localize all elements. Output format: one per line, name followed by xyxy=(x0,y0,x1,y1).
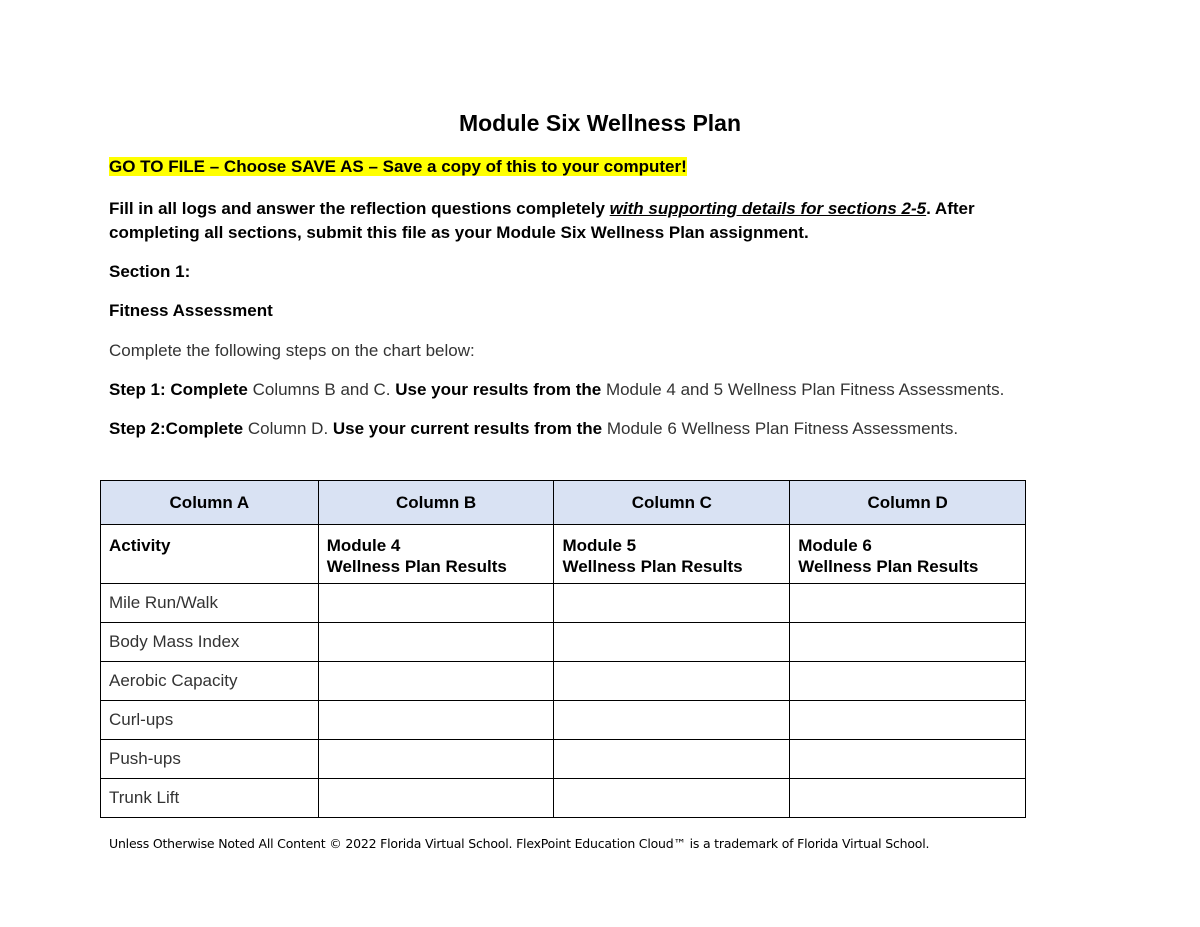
module-4-result-cell[interactable] xyxy=(318,623,554,662)
step-2 xyxy=(109,417,1109,441)
step-2-bold: Use your current results from the xyxy=(332,419,603,438)
module-4-result-cell[interactable] xyxy=(318,701,554,740)
step-1 xyxy=(109,378,1109,402)
subsection-label: Fitness Assessment xyxy=(109,301,273,320)
fitness-assessment-table xyxy=(100,480,1026,818)
module-6-result-cell[interactable] xyxy=(790,662,1026,701)
subheader-module-5 xyxy=(554,525,790,584)
subheader-module-6 xyxy=(790,525,1026,584)
module-6-result-cell[interactable] xyxy=(790,584,1026,623)
activity-cell: Aerobic Capacity xyxy=(101,662,319,701)
table-row xyxy=(101,662,1026,701)
subheader-module-5-line2: Wellness Plan Results xyxy=(562,557,743,576)
section-label: Section 1: xyxy=(109,262,191,281)
subheader-module-4-line2: Wellness Plan Results xyxy=(326,557,507,576)
step-2-text-a: Column D. xyxy=(243,419,333,438)
subheader-activity xyxy=(101,525,319,584)
activity-cell: Trunk Lift xyxy=(101,779,319,818)
module-5-result-cell[interactable] xyxy=(554,701,790,740)
copyright-footer: Unless Otherwise Noted All Content © 2022 Florida Virtual School. FlexPoint Education Cloud™ is a trademark of Florida Virtual School. xyxy=(109,836,930,851)
instructions-emphasis: with supporting details for sections 2-5 xyxy=(609,199,927,218)
header-column-d: Column D xyxy=(790,481,1026,525)
step-2-text-b: Module 6 Wellness Plan Fitness Assessments. xyxy=(602,419,959,438)
module-4-result-cell[interactable] xyxy=(318,584,554,623)
steps-intro: Complete the following steps on the chart below: xyxy=(109,341,475,360)
module-6-result-cell[interactable] xyxy=(790,740,1026,779)
module-5-result-cell[interactable] xyxy=(554,779,790,818)
module-5-result-cell[interactable] xyxy=(554,584,790,623)
module-4-result-cell[interactable] xyxy=(318,740,554,779)
instructions-paragraph xyxy=(109,197,1049,245)
step-1-text-b: Module 4 and 5 Wellness Plan Fitness Assessments. xyxy=(601,380,1005,399)
table-row xyxy=(101,584,1026,623)
subheader-activity-line1: Activity xyxy=(109,536,171,555)
table-header-row xyxy=(101,481,1026,525)
table-row xyxy=(101,779,1026,818)
subheader-module-6-line2: Wellness Plan Results xyxy=(798,557,979,576)
activity-cell: Curl-ups xyxy=(101,701,319,740)
activity-cell: Mile Run/Walk xyxy=(101,584,319,623)
module-5-result-cell[interactable] xyxy=(554,740,790,779)
save-notice xyxy=(109,155,1049,179)
module-6-result-cell[interactable] xyxy=(790,623,1026,662)
step-1-bold: Use your results from the xyxy=(395,380,602,399)
step-1-lead: Step 1: Complete xyxy=(109,380,248,399)
header-column-a: Column A xyxy=(101,481,319,525)
table-row xyxy=(101,623,1026,662)
module-6-result-cell[interactable] xyxy=(790,701,1026,740)
header-column-c: Column C xyxy=(554,481,790,525)
table-subheader-row xyxy=(101,525,1026,584)
module-6-result-cell[interactable] xyxy=(790,779,1026,818)
document-title: Module Six Wellness Plan xyxy=(458,110,742,136)
activity-cell: Push-ups xyxy=(101,740,319,779)
header-column-b: Column B xyxy=(318,481,554,525)
module-5-result-cell[interactable] xyxy=(554,623,790,662)
module-4-result-cell[interactable] xyxy=(318,662,554,701)
subheader-module-4-line1: Module 4 xyxy=(326,536,401,555)
instructions-part2: . After completing all sections, submit this file as your Module Six Wellness Plan assignment. xyxy=(109,199,975,242)
table-row xyxy=(101,701,1026,740)
subheader-module-4 xyxy=(318,525,554,584)
subheader-module-6-line1: Module 6 xyxy=(798,536,872,555)
module-4-result-cell[interactable] xyxy=(318,779,554,818)
instructions-part1: Fill in all logs and answer the reflection questions completely xyxy=(109,199,610,218)
module-5-result-cell[interactable] xyxy=(554,662,790,701)
subheader-module-5-line1: Module 5 xyxy=(562,536,637,555)
save-notice-text: GO TO FILE – Choose SAVE AS – Save a copy of this to your computer! xyxy=(109,157,687,176)
step-2-lead: Step 2:Complete xyxy=(109,419,244,438)
table-row xyxy=(101,740,1026,779)
step-1-text-a: Columns B and C. xyxy=(247,380,396,399)
activity-cell: Body Mass Index xyxy=(101,623,319,662)
